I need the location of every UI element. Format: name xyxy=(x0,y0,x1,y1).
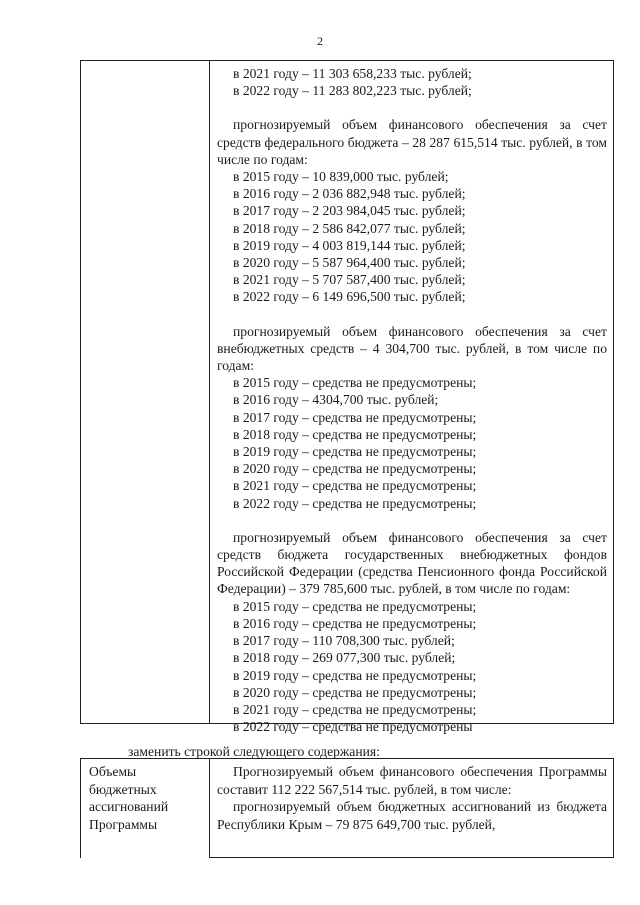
extrabudget-year-line: в 2022 году – средства не предусмотрены; xyxy=(233,495,477,511)
pension-year-line: в 2018 году – 269 077,300 тыс. рублей; xyxy=(233,650,456,666)
pension-year-line: в 2017 году – 110 708,300 тыс. рублей; xyxy=(233,633,455,649)
federal-year-line: в 2016 году – 2 036 882,948 тыс. рублей; xyxy=(233,186,466,202)
financing-table-top xyxy=(80,60,614,735)
federal-budget-heading: прогнозируемый объем финансового обеспечения за счет средств федерального бюджета – 28 287 615,514 тыс. рублей, в том числе по годам: xyxy=(217,117,607,167)
page-number: 2 xyxy=(317,34,323,48)
federal-year-line: в 2015 году – 10 839,000 тыс. рублей; xyxy=(233,169,449,185)
pension-year-line: в 2019 году – средства не предусмотрены; xyxy=(233,667,477,683)
extrabudget-year-line: в 2021 году – средства не предусмотрены; xyxy=(233,478,477,494)
extrabudget-year-line: в 2017 году – средства не предусмотрены; xyxy=(233,409,477,425)
pension-year-line: в 2020 году – средства не предусмотрены; xyxy=(233,684,477,700)
financing-details-cell xyxy=(217,65,607,735)
row-label-line: бюджетных xyxy=(89,781,157,797)
extrabudget-year-line: в 2019 году – средства не предусмотрены; xyxy=(233,444,477,460)
federal-year-line: в 2017 году – 2 203 984,045 тыс. рублей; xyxy=(233,203,466,219)
federal-year-line: в 2018 году – 2 586 842,077 тыс. рублей; xyxy=(233,220,466,236)
extrabudget-heading: прогнозируемый объем финансового обеспечения за счет внебюджетных средств – 4 304,700 тыс. рублей, в том числе по годам: xyxy=(217,323,607,374)
replacement-intro-text: заменить строкой следующего содержания: xyxy=(128,744,380,759)
extrabudget-year-line: в 2018 году – средства не предусмотрены; xyxy=(233,426,477,442)
pension-year-line: в 2015 году – средства не предусмотрены; xyxy=(233,598,477,614)
federal-year-line: в 2020 году – 5 587 964,400 тыс. рублей; xyxy=(233,255,466,271)
row-divider xyxy=(209,857,613,858)
program-total-paragraph: Прогнозируемый объем финансового обеспечения Программы составит 112 222 567,514 тыс. рублей, в том числе: xyxy=(217,764,607,797)
row-label-cell xyxy=(89,763,205,833)
lead-line: в 2021 году – 11 303 658,233 тыс. рублей; xyxy=(233,66,472,81)
crimea-budget-paragraph: прогнозируемый объем бюджетных ассигнований из бюджета Республики Крым – 79 875 649,700 тыс. рублей, xyxy=(217,799,607,832)
extrabudget-year-line: в 2016 году – 4304,700 тыс. рублей; xyxy=(233,392,439,408)
federal-year-line: в 2019 году – 4 003 819,144 тыс. рублей; xyxy=(233,237,466,253)
lead-line: в 2022 году – 11 283 802,223 тыс. рублей; xyxy=(233,83,472,99)
extrabudget-year-line: в 2020 году – средства не предусмотрены; xyxy=(233,461,477,477)
pension-year-line: в 2022 году – средства не предусмотрены xyxy=(233,719,473,735)
row-label-line: Объемы xyxy=(89,764,137,779)
pension-year-line: в 2021 году – средства не предусмотрены; xyxy=(233,701,477,717)
federal-year-line: в 2022 году – 6 149 696,500 тыс. рублей; xyxy=(233,289,466,305)
pension-fund-heading: прогнозируемый объем финансового обеспечения за счет средств бюджета государственных внебюджетных фондов Российской Федерации (средства Пенсионного фонда Российской Федерации) – 379 785,600 тыс. рублей, в том числе по годам: xyxy=(217,529,607,597)
financing-summary-cell xyxy=(217,763,607,833)
row-label-line: ассигнований xyxy=(89,799,169,814)
financing-table-bottom xyxy=(80,758,614,858)
federal-year-line: в 2021 году – 5 707 587,400 тыс. рублей; xyxy=(233,272,466,288)
pension-year-line: в 2016 году – средства не предусмотрены; xyxy=(233,615,477,631)
row-label-line: Программы xyxy=(89,816,158,832)
extrabudget-year-line: в 2015 году – средства не предусмотрены; xyxy=(233,375,477,391)
column-divider xyxy=(209,61,210,723)
column-divider xyxy=(209,759,210,858)
